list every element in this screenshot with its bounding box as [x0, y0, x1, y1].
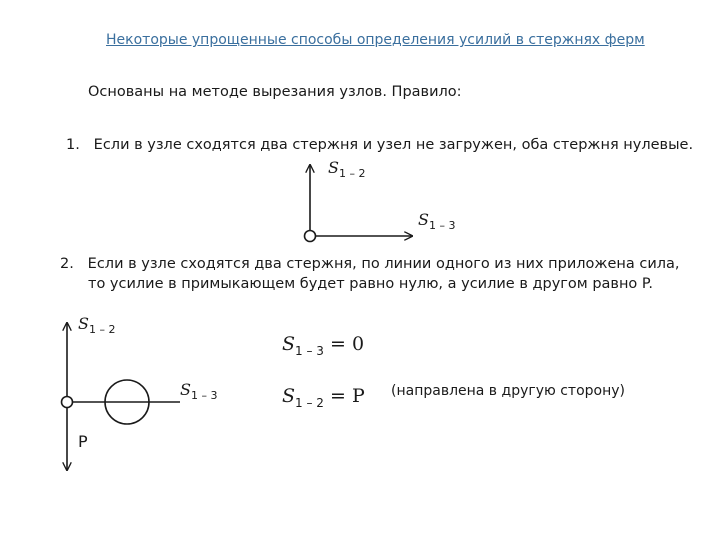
equation-subscript: 1 – 3 [295, 343, 324, 358]
equation-s13 [282, 333, 364, 358]
label-symbol: S [180, 380, 191, 399]
diagram-1-node [305, 231, 316, 242]
diagram-2-label-s13 [180, 380, 217, 402]
equation-symbol: S [282, 333, 296, 355]
rule-1-number: 1. [66, 137, 80, 153]
label-symbol: S [328, 158, 339, 177]
label-symbol: S [78, 314, 89, 333]
diagram-1-label-s13 [418, 210, 455, 232]
diagram-1-label-s12 [328, 158, 365, 180]
direction-note: (направлена в другую сторону) [391, 383, 626, 399]
intro-text: Основаны на методе вырезания узлов. Правило: [88, 84, 462, 100]
equation-s12 [282, 385, 365, 410]
equation-rhs: = P [329, 385, 365, 407]
rule-1-text: Если в узле сходятся два стержня и узел не загружен, оба стержня нулевые. [93, 137, 694, 153]
label-symbol: S [418, 210, 429, 229]
label-subscript: 1 – 3 [428, 219, 456, 233]
rule-2-number: 2. [60, 256, 74, 272]
diagram-2-force-label: P [78, 432, 88, 451]
rule-2-line-2: то усилие в примыкающем будет равно нулю, а усилие в другом равно P. [88, 276, 654, 292]
equation-rhs: = 0 [329, 333, 365, 355]
label-subscript: 1 – 3 [190, 389, 218, 403]
diagram-2-label-s12 [78, 314, 115, 336]
label-subscript: 1 – 2 [338, 167, 366, 181]
rule-2-text-1: Если в узле сходятся два стержня, по линии одного из них приложена сила, [87, 256, 680, 272]
equation-subscript: 1 – 2 [295, 395, 324, 410]
diagram-2-node [62, 397, 73, 408]
slide-title: Некоторые упрощенные способы определения усилий в стержнях ферм [106, 32, 645, 48]
equation-symbol: S [282, 385, 296, 407]
label-subscript: 1 – 2 [88, 323, 116, 337]
